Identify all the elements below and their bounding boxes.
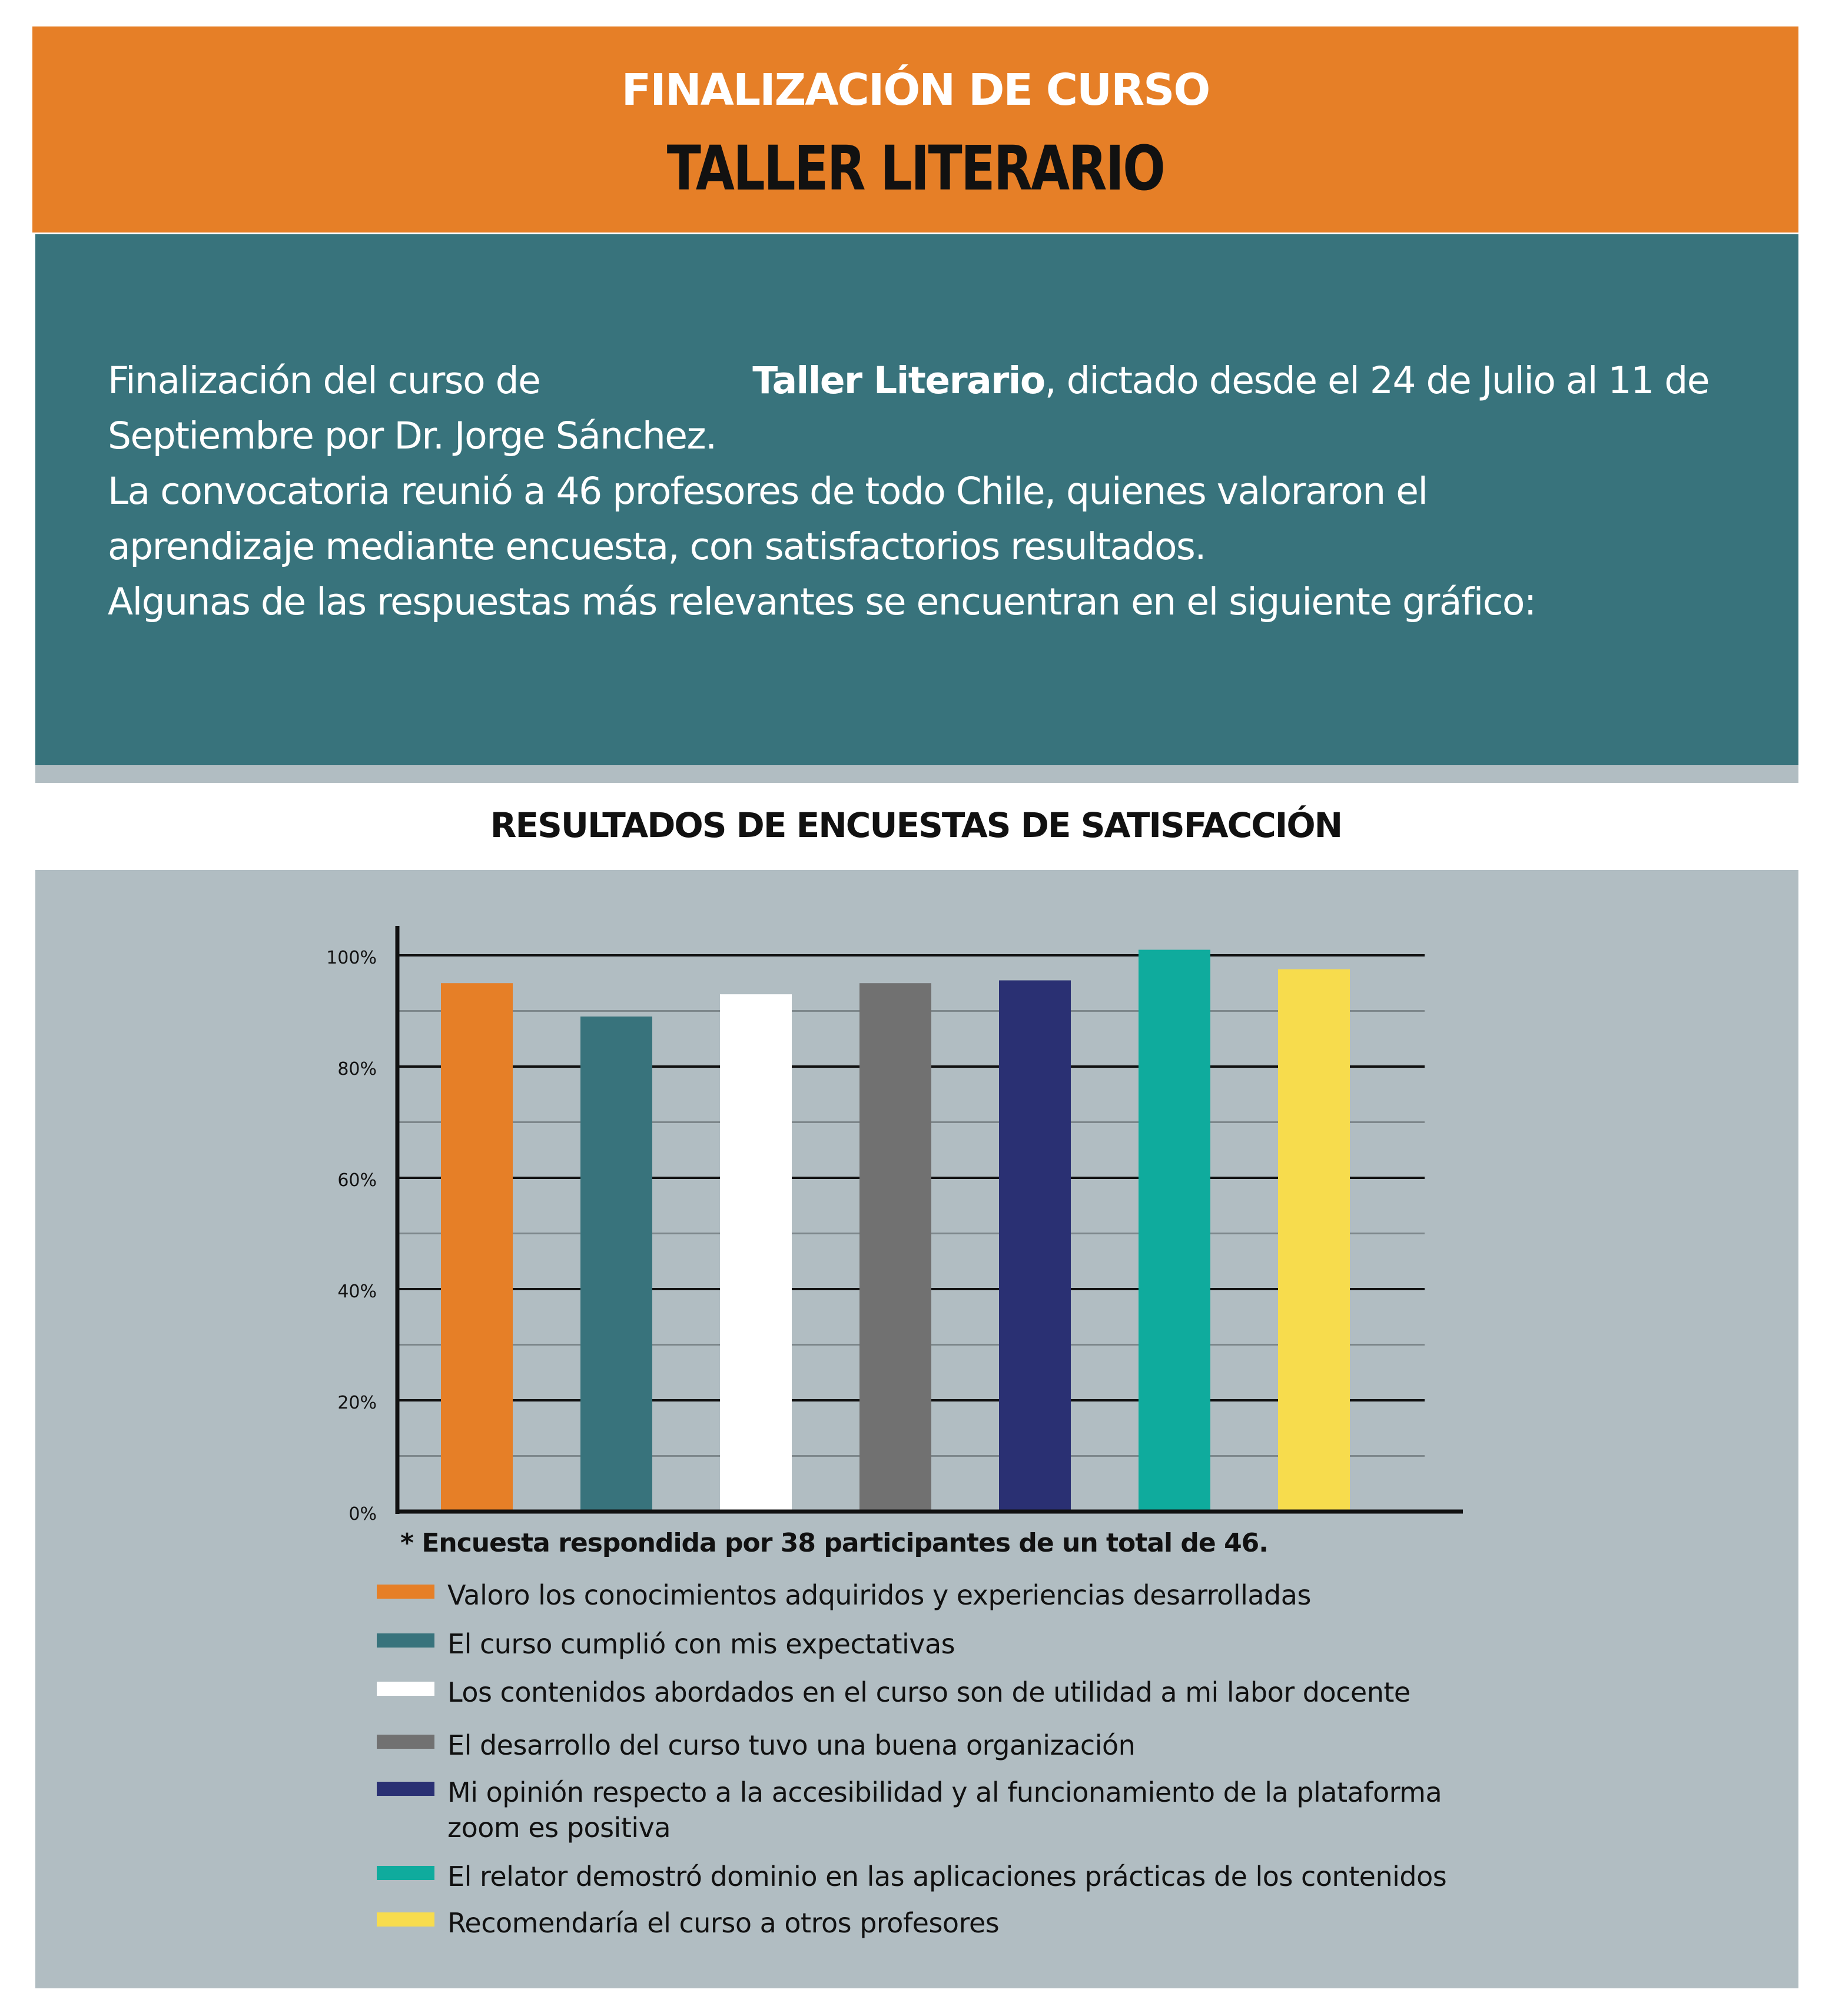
bar [859,983,931,1512]
legend-swatch [377,1585,434,1599]
y-tick-label: 20% [337,1393,377,1413]
chart-panel [35,870,1798,1988]
legend-swatch [377,1866,434,1880]
y-tick-label: 100% [326,948,377,968]
legend-swatch [377,1633,434,1648]
intro-line-3: La convocatoria reunió a 46 profesores de todo Chile, quienes valoraron el [108,470,1428,513]
intro-line-1 [108,353,1709,408]
header-kicker: FINALIZACIÓN DE CURSO [621,65,1210,115]
intro-text [108,353,1709,630]
intro-p1-before: Finalización del curso de [108,359,540,402]
intro-p1-after: , dictado desde el 24 de Julio al 11 de [1044,359,1709,402]
legend-label: Recomendaría el curso a otros profesores [447,1907,1000,1939]
legend-label: El relator demostró dominio en las aplicaciones prácticas de los contenidos [447,1861,1447,1892]
legend-label: Los contenidos abordados en el curso son de utilidad a mi labor docente [447,1676,1410,1708]
bar [999,981,1071,1512]
section-title: RESULTADOS DE ENCUESTAS DE SATISFACCIÓN [490,805,1342,845]
survey-footnote: * Encuesta respondida por 38 participantes de un total de 46. [400,1528,1269,1558]
y-tick-label: 60% [337,1170,377,1191]
legend-swatch [377,1782,434,1796]
intro-line-4: aprendizaje mediante encuesta, con satisfactorios resultados. [108,525,1206,568]
bar [1139,950,1210,1512]
legend-swatch [377,1682,434,1696]
course-title: TALLER LITERARIO [666,132,1164,204]
y-tick-label: 0% [349,1504,377,1525]
intro-line-5: Algunas de las respuestas más relevantes se encuentran en el siguiente gráfico: [108,580,1536,623]
intro-panel [35,234,1798,765]
legend-label: Valoro los conocimientos adquiridos y experiencias desarrolladas [447,1579,1311,1611]
y-tick-label: 80% [337,1059,377,1080]
legend-label: Mi opinión respecto a la accesibilidad y al funcionamiento de la plataforma zoom es positiva [447,1776,1442,1844]
intro-p1-bold-wrap [752,353,1709,408]
bar [720,994,792,1512]
bar [441,983,513,1512]
bar [1278,969,1350,1512]
legend-swatch [377,1735,434,1749]
legend-label: El desarrollo del curso tuvo una buena organización [447,1729,1136,1761]
y-tick-label: 40% [337,1281,377,1302]
intro-line-2: Septiembre por Dr. Jorge Sánchez. [108,414,716,457]
page-header [32,26,1798,233]
legend-label: El curso cumplió con mis expectativas [447,1628,955,1660]
intro-bottom-band [35,765,1798,783]
intro-p1-bold: Taller Literario [752,359,1045,402]
bar [580,1017,652,1512]
legend-swatch [377,1912,434,1927]
